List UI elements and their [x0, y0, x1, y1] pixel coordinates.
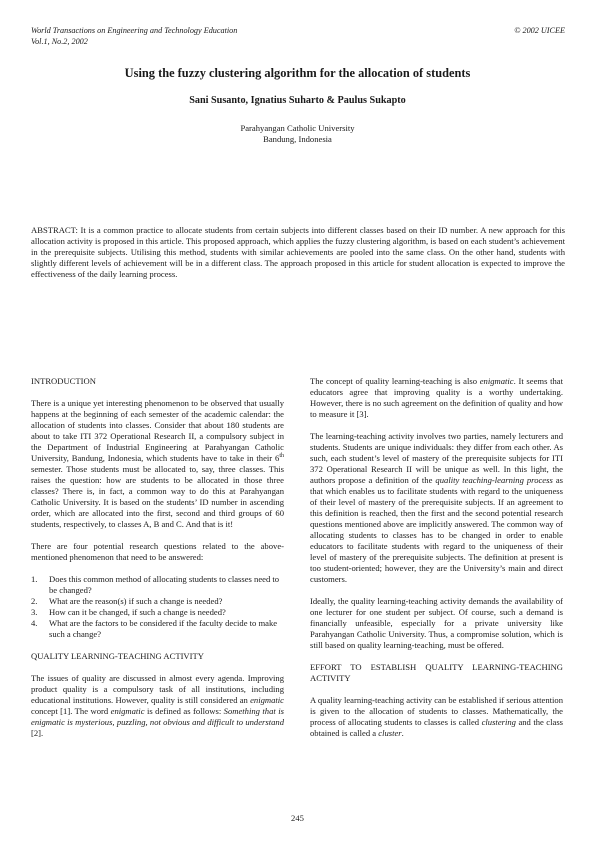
affiliation-institution: Parahyangan Catholic University: [240, 123, 355, 133]
research-questions-list: [31, 574, 284, 640]
list-item: 4. What are the factors to be considered if the faculty decide to make such a change?: [31, 618, 278, 639]
intro-paragraph-2: There are four potential research questions related to the above-mentioned phenomenon that need to be answered:: [31, 541, 284, 562]
author-affiliation: [0, 123, 595, 145]
copyright-notice: © 2002 UICEE: [514, 26, 565, 35]
journal-name: World Transactions on Engineering and Technology Education: [31, 26, 238, 35]
quality-paragraph-4: Ideally, the quality learning-teaching activity demands the availability of one lecturer for one student per subject. Of course, such a demand is financially unfeasible, especially for a private university like Parahyangan Catholic University. Thus, a compromise solution, which is still based on quality learning-teaching, must be offered.: [310, 596, 563, 650]
section-heading-quality: QUALITY LEARNING-TEACHING ACTIVITY: [31, 651, 204, 661]
right-column: [310, 376, 563, 750]
journal-volume: Vol.1, No.2, 2002: [31, 37, 88, 46]
list-item: 3. How can it be changed, if such a change is needed?: [31, 607, 226, 617]
effort-paragraph-1: A quality learning-teaching activity can be established if serious attention is given to the allocation of students to classes. Mathematically, the process of allocating students to classes is called clustering and the class obtained is called a cluster.: [310, 695, 564, 738]
intro-paragraph-1: There is a unique yet interesting phenomenon to be observed that usually happens at the beginning of each semester of the academic calendar: the allocation of students into classes. Consider that about 180 students are about to take ITI 372 Operational Research II, a compulsory subject in the Department of Industrial Engineering at Parahyangan Catholic University, Bandung, Indonesia, which students have to take in their 6th semester. Those students must be allocated to, say, three classes. This raises the question: how are students to be allocated in those three classes? There is, in fact, a common way to do this at Parahyangan Catholic University. It is based on the students’ ID number in ascending order, which are allocated into the first, second and third groups of 60 students, respectively, to classes A, B and C. And that is it!: [31, 398, 284, 529]
running-header-left: [31, 25, 237, 47]
abstract: ABSTRACT: It is a common practice to allocate students from certain subjects into different classes based on their ID number. A new approach for this allocation activity is proposed in this article. This proposed approach, which applies the fuzzy clustering algorithm, is based on each student’s achievement in the prerequisite subjects. Utilising this method, students with similar achievements are pooled into the same class. On the other hand, students with slightly different levels of achievement will be in a different class. The approach proposed in this article for student allocation is expected to improve the effectiveness of the daily learning process.: [31, 225, 565, 279]
paper-title: Using the fuzzy clustering algorithm for the allocation of students: [124, 66, 471, 80]
section-heading-effort: EFFORT TO ESTABLISH QUALITY LEARNING-TEACHING ACTIVITY: [310, 662, 563, 683]
section-heading-introduction: INTRODUCTION: [31, 376, 96, 386]
list-item: 2. What are the reason(s) if such a change is needed?: [31, 596, 223, 606]
affiliation-location: Bandung, Indonesia: [263, 134, 332, 144]
page-number: 245: [291, 813, 304, 823]
left-column: [31, 376, 284, 750]
paper-authors: Sani Susanto, Ignatius Suharto & Paulus Sukapto: [189, 95, 406, 106]
quality-paragraph-3: The learning-teaching activity involves two parties, namely lecturers and students. Students are unique individuals: they differ from each other. As such, each student’s level of mastery of the prerequisite subjects for ITI 372 Operational Research II will be unique as well. In this light, the authors propose a definition of the quality teaching-learning process as that which enables us to facilitate students with regard to the uniqueness of their level of mastery of the prerequisite subjects. If an agreement to this definition is reached, then the first and the second potential research questions mentioned above are implicitly answered. The common way of allocating students to classes has to be changed in order to enable educators to facilitate students with regard to the uniqueness of their level of mastery of the prerequisite subjects. The definition at present is too student-oriented; however, they are the University’s main and direct customers.: [310, 431, 563, 584]
quality-paragraph-2: The concept of quality learning-teaching is also enigmatic. It seems that educators agree that improving quality is a worthy undertaking. However, there is no such agreement on the definition of quality and how to measure it [3].: [310, 376, 563, 419]
quality-paragraph-1: The issues of quality are discussed in almost every agenda. Improving product quality is a compulsory task of all institutions, including educational institutions. However, quality is still considered an enigmatic concept [1]. The word enigmatic is defined as follows: Something that is enigmatic is mysterious, puzzling, not obvious and difficult to understand [2].: [31, 673, 284, 738]
list-item: 1. Does this common method of allocating students to classes need to be changed?: [31, 574, 280, 595]
